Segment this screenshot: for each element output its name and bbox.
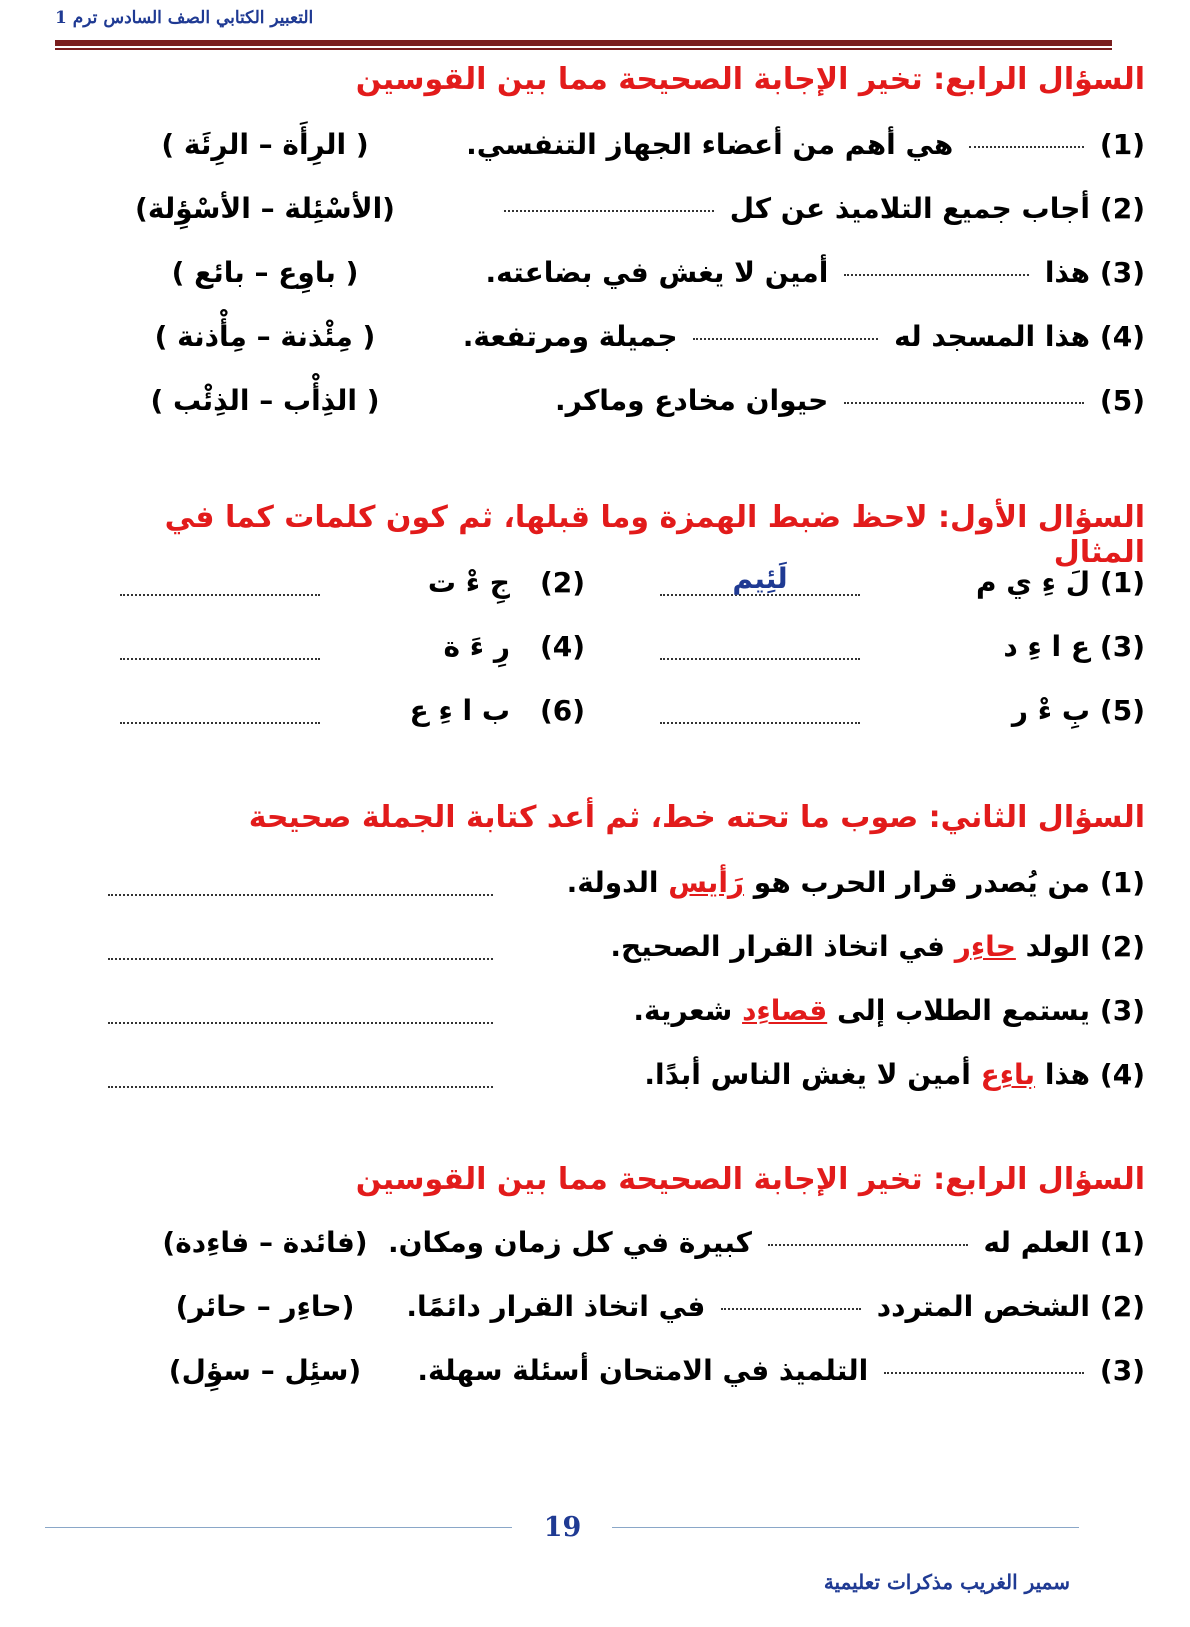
answer-line bbox=[108, 1022, 493, 1024]
statement-after: الدولة. bbox=[566, 866, 659, 899]
answer-line bbox=[120, 722, 320, 724]
statement-after: أمين لا يغش الناس أبدًا. bbox=[644, 1058, 971, 1091]
letters: لَ ءِ ي م bbox=[975, 566, 1090, 599]
item-number: (2) bbox=[1099, 192, 1145, 225]
statement-after: شعرية. bbox=[633, 994, 733, 1027]
answer-line bbox=[108, 1086, 493, 1088]
section-title-hamza-words: السؤال الأول: لاحظ ضبط الهمزة وما قبلها، ثم كون كلمات كما في المثال bbox=[164, 500, 1145, 570]
item-number: (6) bbox=[540, 694, 586, 727]
blank-line bbox=[504, 209, 714, 212]
statement-after: في اتخاذ القرار دائمًا. bbox=[406, 1290, 706, 1323]
item-statement bbox=[530, 192, 1090, 225]
statement-before: هذا bbox=[1044, 1058, 1090, 1091]
section-title-choose-1: السؤال الرابع: تخير الإجابة الصحيحة مما بين القوسين bbox=[355, 62, 1145, 97]
choice-row bbox=[0, 320, 1190, 364]
underlined-word: باءِع bbox=[980, 1058, 1036, 1091]
underlined-word: حاءِر bbox=[954, 930, 1016, 963]
choice-row bbox=[0, 192, 1190, 236]
correction-row bbox=[0, 930, 1190, 974]
header-title: التعبير الكتابي الصف السادس ترم 1 bbox=[55, 8, 314, 28]
item-number: (1) bbox=[1099, 866, 1145, 899]
correction-row bbox=[0, 866, 1190, 910]
blank-line bbox=[693, 337, 878, 340]
blank-line bbox=[884, 1371, 1084, 1374]
correction-row bbox=[0, 994, 1190, 1038]
item-number: (4) bbox=[540, 630, 586, 663]
item-statement bbox=[530, 930, 1090, 963]
item-statement bbox=[462, 320, 1090, 353]
statement-before: يستمع الطلاب إلى bbox=[836, 994, 1090, 1027]
header-rule bbox=[55, 40, 1112, 46]
choice-row bbox=[0, 128, 1190, 172]
section-title-choose-2: السؤال الرابع: تخير الإجابة الصحيحة مما بين القوسين bbox=[355, 1162, 1145, 1197]
answer-options: (حاءِر – حائر) bbox=[175, 1290, 355, 1323]
page-number: 19 bbox=[543, 1512, 582, 1543]
statement-before: أجاب جميع التلاميذ عن كل bbox=[729, 192, 1090, 225]
letters: رِ ءَ ة bbox=[443, 630, 510, 663]
statement-before: هذا bbox=[1044, 256, 1090, 289]
item-number: (2) bbox=[1099, 1290, 1145, 1323]
underlined-word: رَأيس bbox=[668, 866, 745, 899]
letters: بِ ءْ ر bbox=[1011, 694, 1090, 727]
blank-line bbox=[721, 1307, 861, 1310]
choice-row bbox=[0, 1226, 1190, 1270]
statement-after: جميلة ومرتفعة. bbox=[462, 320, 678, 353]
choice-row bbox=[0, 1354, 1190, 1398]
choice-row bbox=[0, 384, 1190, 428]
footer-rule-right bbox=[612, 1527, 1079, 1528]
statement-after: حيوان مخادع وماكر. bbox=[554, 384, 829, 417]
blank-line bbox=[844, 401, 1084, 404]
blank-line bbox=[969, 145, 1084, 148]
statement-before: من يُصدر قرار الحرب هو bbox=[753, 866, 1090, 899]
answer-options: ( باوِع – بائع ) bbox=[171, 256, 359, 289]
header-rule-thin bbox=[55, 48, 1112, 50]
item-number: (1) bbox=[1099, 128, 1145, 161]
letters: ب ا ءِ ع bbox=[409, 694, 510, 727]
answer-options: (سئِل – سؤِل) bbox=[168, 1354, 362, 1387]
item-number: (3) bbox=[1099, 1354, 1145, 1387]
statement-after: هي أهم من أعضاء الجهاز التنفسي. bbox=[466, 128, 954, 161]
underlined-word: قصاءِد bbox=[742, 994, 828, 1027]
footer-rule-left bbox=[45, 1527, 512, 1528]
answer-options: (الأسْئِلة – الأسْؤِلة) bbox=[135, 192, 395, 225]
choice-row bbox=[0, 1290, 1190, 1334]
answer-options: ( مِئْذنة – مِأْذنة ) bbox=[154, 320, 376, 353]
item-number: (4) bbox=[1099, 1058, 1145, 1091]
statement-after: في اتخاذ القرار الصحيح. bbox=[610, 930, 945, 963]
example-answer: لَئِيم bbox=[732, 562, 788, 595]
item-statement bbox=[530, 384, 1090, 417]
item-statement bbox=[485, 256, 1090, 289]
statement-before: الولد bbox=[1025, 930, 1090, 963]
item-number: (3) bbox=[1099, 630, 1145, 663]
item-statement bbox=[530, 866, 1090, 899]
answer-line bbox=[120, 658, 320, 660]
item-number: (1) bbox=[1099, 1226, 1145, 1259]
letters: ع ا ءِ د bbox=[1003, 630, 1090, 663]
item-statement bbox=[417, 1354, 1090, 1387]
choice-row bbox=[0, 256, 1190, 300]
footer-credit: سمير الغريب مذكرات تعليمية bbox=[823, 1570, 1070, 1594]
answer-options: ( الذِأْب – الذِئْب ) bbox=[150, 384, 380, 417]
blank-line bbox=[768, 1243, 968, 1246]
statement-after: التلميذ في الامتحان أسئلة سهلة. bbox=[417, 1354, 869, 1387]
letters-row bbox=[0, 694, 1190, 738]
statement-after: كبيرة في كل زمان ومكان. bbox=[387, 1226, 752, 1259]
item-statement bbox=[530, 1058, 1090, 1091]
statement-after: أمين لا يغش في بضاعته. bbox=[485, 256, 829, 289]
answer-line bbox=[660, 722, 860, 724]
item-number: (4) bbox=[1099, 320, 1145, 353]
item-number: (5) bbox=[1099, 384, 1145, 417]
answer-line bbox=[120, 594, 320, 596]
answer-line bbox=[660, 658, 860, 660]
item-number: (3) bbox=[1099, 256, 1145, 289]
item-number: (3) bbox=[1099, 994, 1145, 1027]
statement-before: العلم له bbox=[983, 1226, 1090, 1259]
answer-line bbox=[108, 894, 493, 896]
answer-options: ( الرِأَة – الرِئَة ) bbox=[161, 128, 369, 161]
item-statement bbox=[406, 1290, 1090, 1323]
blank-line bbox=[844, 273, 1029, 276]
section-title-correct-underlined: السؤال الثاني: صوب ما تحته خط، ثم أعد كتابة الجملة صحيحة bbox=[248, 800, 1145, 835]
item-number: (2) bbox=[540, 566, 586, 599]
correction-row bbox=[0, 1058, 1190, 1102]
letters: جِ ءْ ت bbox=[427, 566, 510, 599]
item-statement bbox=[466, 128, 1090, 161]
letters-row bbox=[0, 562, 1190, 610]
item-number: (5) bbox=[1099, 694, 1145, 727]
statement-before: هذا المسجد له bbox=[894, 320, 1090, 353]
item-number: (2) bbox=[1099, 930, 1145, 963]
answer-options: (فائدة – فاءِدة) bbox=[162, 1226, 368, 1259]
item-statement bbox=[530, 994, 1090, 1027]
statement-before: الشخص المتردد bbox=[876, 1290, 1090, 1323]
letters-row bbox=[0, 630, 1190, 674]
item-number: (1) bbox=[1099, 566, 1145, 599]
answer-line bbox=[108, 958, 493, 960]
item-statement bbox=[387, 1226, 1090, 1259]
